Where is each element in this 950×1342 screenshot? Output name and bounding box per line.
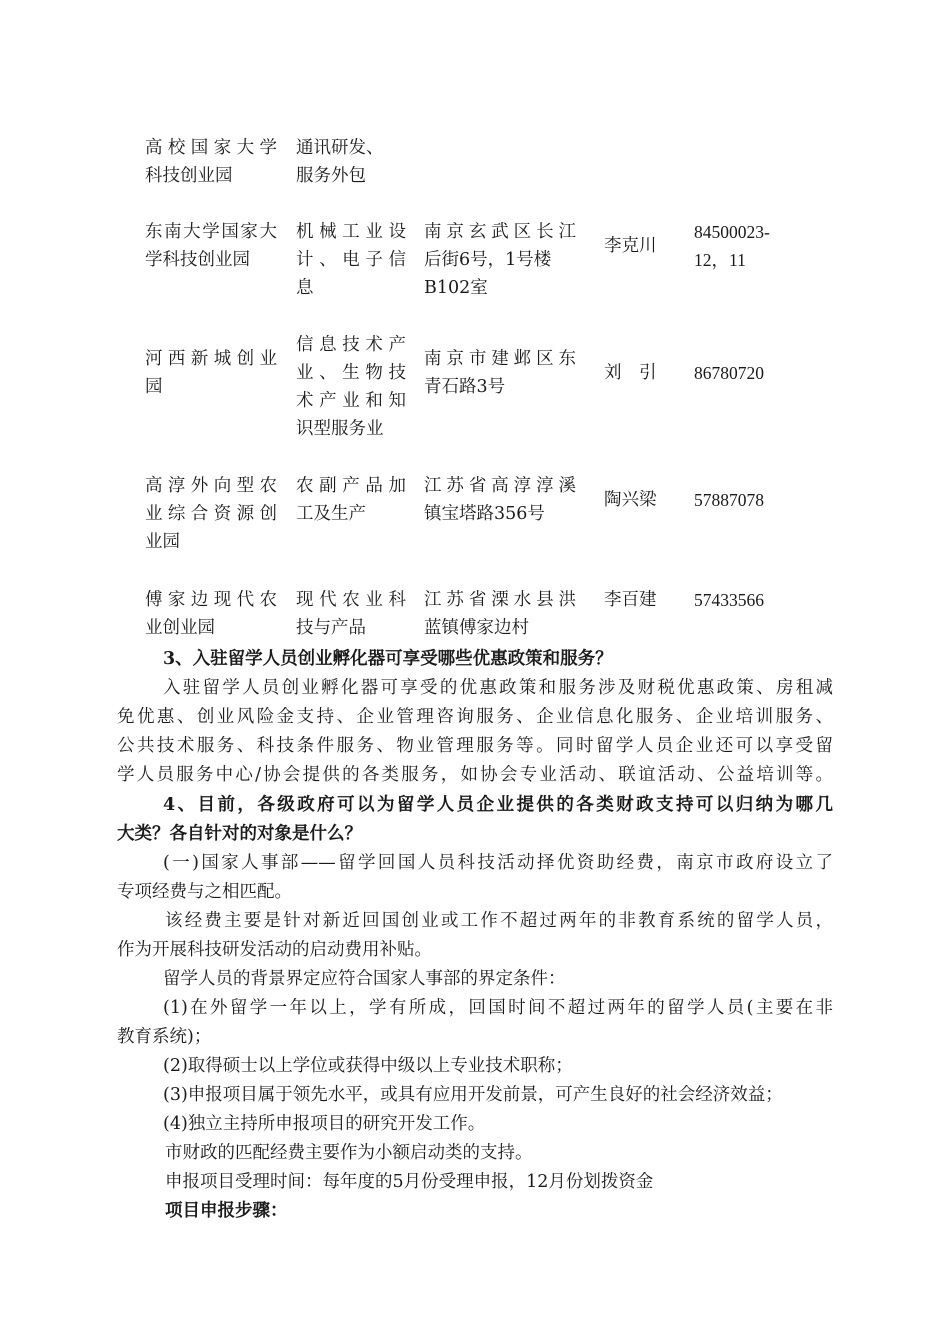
- application-timing: 申报项目受理时间：每年度的5月份受理申报，12月份划拨资金: [165, 1172, 654, 1192]
- criterion-4: (4)独立主持所申报项目的研究开发工作。: [163, 1114, 486, 1134]
- contact-cell: 李百建: [604, 590, 657, 610]
- phone-cell: 57887078: [694, 490, 764, 510]
- phone-cell: 86780720: [694, 363, 764, 383]
- park-name-cell: 傅家边现代农 业创业园: [145, 590, 277, 638]
- industry-cell: 信息技术产 业、生物技 术产业和知 识型服务业: [296, 335, 406, 439]
- funding-paragraph-2: 该经费主要是针对新近回国创业或工作不超过两年的非教育系统的留学人员， 作为开展科技研发活动的启动费用补贴。: [117, 911, 833, 960]
- criterion-2: (2)取得硕士以上学位或获得中级以上专业技术职称；: [163, 1056, 573, 1076]
- park-name-cell: 高校国家大学 科技创业园: [145, 138, 277, 186]
- address-cell: 江苏省高淳淳溪 镇宝塔路356号: [424, 476, 576, 524]
- criterion-1: (1)在外留学一年以上，学有所成，回国时间不超过两年的留学人员(主要在非 教育系统)；: [117, 998, 833, 1047]
- industry-cell: 通讯研发、 服务外包: [296, 138, 384, 186]
- application-steps-heading: 项目申报步骤：: [165, 1201, 288, 1221]
- question-4-heading: 4、目前，各级政府可以为留学人员企业提供的各类财政支持可以归纳为哪几 大类？各自针对的对象是什么？: [117, 795, 833, 844]
- criterion-3: (3)申报项目属于领先水平，或具有应用开发前景，可产生良好的社会经济效益；: [163, 1085, 783, 1105]
- background-criteria-intro: 留学人员的背景界定应符合国家人事部的界定条件：: [163, 969, 566, 989]
- contact-cell: 陶兴梁: [604, 490, 657, 510]
- address-cell: 南京玄武区长江 后街6号，1号楼 B102室: [424, 222, 576, 298]
- industry-cell: 农副产品加 工及生产: [296, 476, 406, 524]
- funding-paragraph-1: (一)国家人事部——留学回国人员科技活动择优资助经费，南京市政府设立了 专项经费与之相匹配。: [117, 853, 833, 902]
- park-name-cell: 东南大学国家大 学科技创业园: [145, 222, 277, 270]
- phone-cell: 57433566: [694, 590, 764, 610]
- phone-cell: 84500023- 12，11: [694, 222, 770, 270]
- industry-cell: 机械工业设 计、电子信 息: [296, 222, 406, 298]
- contact-cell: 刘 引: [604, 363, 657, 383]
- contact-cell: 李克川: [604, 236, 657, 256]
- park-name-cell: 高淳外向型农 业综合资源创 业园: [145, 476, 277, 552]
- question-3-heading: 3、入驻留学人员创业孵化器可享受哪些优惠政策和服务？: [163, 649, 613, 669]
- matching-funds-note: 市财政的匹配经费主要作为小额启动类的支持。: [165, 1143, 533, 1163]
- industry-cell: 现代农业科 技与产品: [296, 590, 406, 638]
- address-cell: 江苏省溧水县洪 蓝镇傅家边村: [424, 590, 576, 638]
- park-name-cell: 河西新城创业 园: [145, 349, 277, 397]
- address-cell: 南京市建邺区东 青石路3号: [424, 349, 576, 397]
- question-3-answer: 入驻留学人员创业孵化器可享受的优惠政策和服务涉及财税优惠政策、房租减 免优惠、创业风险金支持、企业管理咨询服务、企业信息化服务、企业培训服务、 公共技术服务、科技条件服务、物业管理服务等。同时留学人员企业还可以享受留 学人员服务中心/协会提供的各类服务，如协会专业活动、联谊活动、公益培训等。: [117, 678, 833, 785]
